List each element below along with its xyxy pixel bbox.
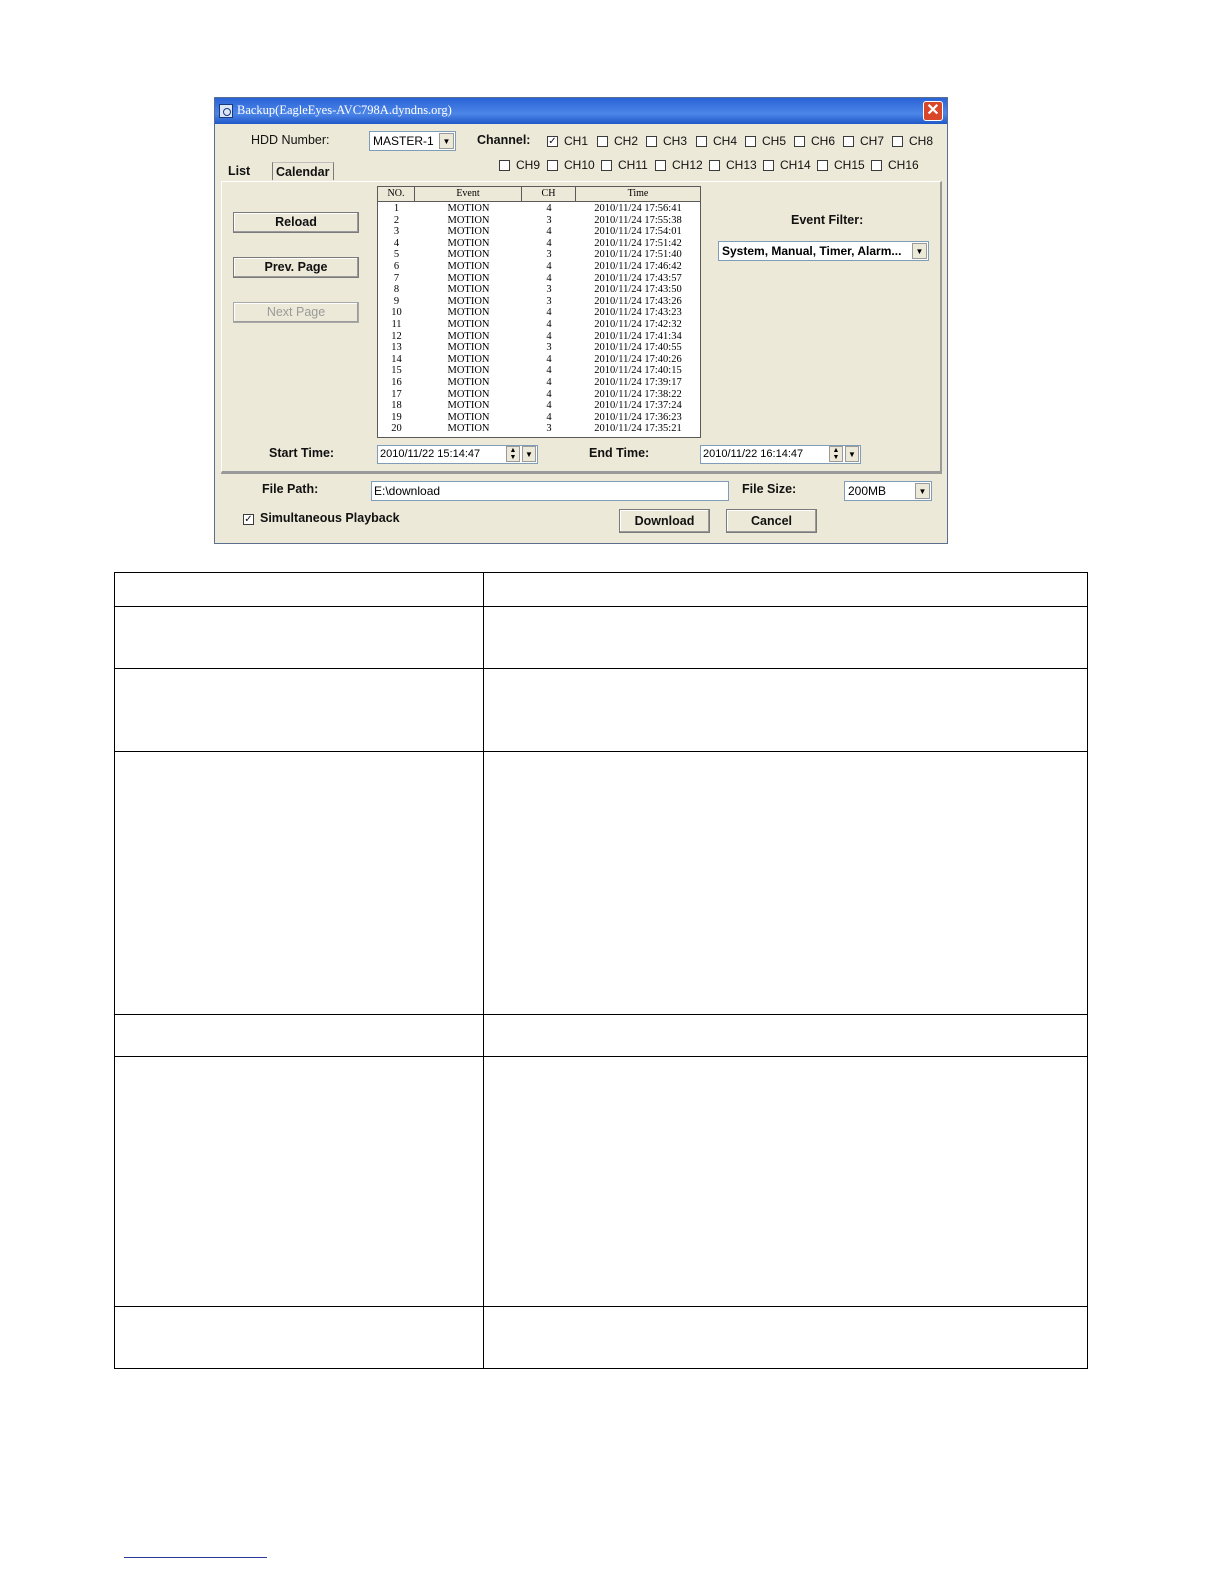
file-size-label: File Size: — [742, 482, 797, 496]
channel-label-ch11: CH11 — [618, 158, 648, 172]
event-cell-time: 2010/11/24 17:43:57 — [594, 272, 682, 284]
channel-checkbox-ch3[interactable] — [646, 136, 657, 147]
event-cell-time: 2010/11/24 17:40:26 — [594, 353, 682, 365]
event-filter-label: Event Filter: — [791, 213, 864, 227]
channel-label: Channel: — [477, 133, 531, 147]
event-cell-no: 15 — [391, 365, 402, 377]
event-cell-no: 7 — [393, 272, 400, 284]
event-cell-no: 11 — [391, 319, 402, 330]
table-row[interactable] — [378, 284, 700, 296]
description-table — [114, 572, 1088, 1369]
channel-checkbox-ch7[interactable] — [843, 136, 854, 147]
start-time-label: Start Time: — [269, 446, 335, 460]
event-cell-event: MOTION — [447, 249, 490, 261]
channel-checkbox-ch10[interactable] — [547, 160, 558, 171]
channel-label-ch10: CH10 — [564, 158, 595, 172]
table-row — [115, 752, 1088, 1014]
event-cell-ch: 3 — [546, 214, 552, 226]
event-cell-ch: 4 — [546, 272, 552, 284]
table-row[interactable] — [378, 249, 700, 261]
channel-label-ch6: CH6 — [811, 134, 836, 148]
event-cell-no: 12 — [391, 330, 402, 342]
file-path-input[interactable] — [371, 481, 729, 501]
event-cell-no: 16 — [391, 377, 402, 388]
event-cell-ch: 3 — [546, 249, 552, 261]
channel-checkbox-ch5[interactable] — [745, 136, 756, 147]
event-cell-ch: 3 — [546, 284, 552, 296]
event-cell-event: MOTION — [447, 261, 490, 272]
event-cell-event: MOTION — [447, 411, 490, 423]
table-cell — [484, 1014, 1088, 1056]
event-cell-no: 20 — [391, 423, 402, 435]
channel-checkbox-ch8[interactable] — [892, 136, 903, 147]
channel-checkbox-ch12[interactable] — [655, 160, 666, 171]
reload-button[interactable]: Reload — [233, 212, 359, 233]
hdd-number-label: HDD Number: — [251, 133, 330, 147]
table-row — [115, 1014, 1088, 1056]
table-cell — [484, 607, 1088, 669]
channel-label-ch3: CH3 — [663, 134, 688, 148]
column-header-ch[interactable]: CH — [522, 187, 576, 202]
table-row[interactable] — [378, 377, 700, 389]
table-cell — [115, 1306, 484, 1368]
event-cell-time: 2010/11/24 17:37:24 — [594, 400, 682, 412]
event-cell-ch: 4 — [546, 411, 552, 423]
channel-label-ch1: CH1 — [564, 134, 589, 148]
event-cell-ch: 4 — [546, 377, 552, 388]
channel-checkbox-ch11[interactable] — [601, 160, 612, 171]
channel-label-ch5: CH5 — [762, 134, 787, 148]
table-row[interactable] — [378, 342, 700, 354]
table-row[interactable] — [378, 215, 700, 227]
event-cell-event: MOTION — [447, 295, 490, 307]
event-cell-event: MOTION — [447, 226, 490, 238]
table-row — [115, 1056, 1088, 1306]
tab-calendar[interactable]: Calendar — [272, 162, 334, 180]
event-cell-ch: 4 — [546, 226, 552, 238]
event-cell-no: 1 — [393, 203, 400, 214]
table-row[interactable] — [378, 365, 700, 377]
backup-dialog — [214, 97, 948, 544]
table-row[interactable] — [378, 273, 700, 285]
tab-list[interactable]: List — [228, 164, 251, 178]
event-cell-no: 14 — [391, 353, 402, 365]
event-cell-no: 17 — [391, 388, 402, 400]
event-cell-time: 2010/11/24 17:46:42 — [594, 261, 682, 272]
channel-checkbox-ch9[interactable] — [499, 160, 510, 171]
channel-checkbox-ch14[interactable] — [763, 160, 774, 171]
table-cell — [484, 752, 1088, 1014]
table-cell — [484, 573, 1088, 607]
channel-label-ch9: CH9 — [516, 158, 541, 172]
event-cell-no: 19 — [391, 411, 402, 423]
column-header-time[interactable]: Time — [576, 187, 700, 202]
next-page-button[interactable]: Next Page — [233, 302, 359, 323]
title-bar[interactable] — [215, 98, 947, 124]
event-cell-no: 6 — [393, 261, 400, 272]
event-cell-no: 8 — [393, 284, 400, 296]
end-time-spin-icon[interactable]: ▲ ▼ — [829, 446, 843, 462]
prev-page-button[interactable]: Prev. Page — [233, 257, 359, 278]
event-cell-no: 9 — [393, 295, 400, 307]
close-icon[interactable]: ✕ — [923, 101, 943, 121]
end-time-value: 2010/11/22 16:14:47 — [703, 448, 804, 460]
file-path-value: E:\download — [374, 484, 441, 498]
channel-label-ch15: CH15 — [834, 158, 865, 172]
app-icon — [219, 104, 233, 118]
channel-label-ch14: CH14 — [780, 158, 811, 172]
event-cell-time: 2010/11/24 17:35:21 — [594, 423, 682, 435]
table-cell — [484, 1306, 1088, 1368]
event-cell-event: MOTION — [447, 272, 490, 284]
table-row — [115, 607, 1088, 669]
event-cell-time: 2010/11/24 17:55:38 — [594, 214, 682, 226]
chevron-down-icon[interactable]: ▼ — [439, 133, 454, 149]
channel-label-ch8: CH8 — [909, 134, 934, 148]
event-cell-time: 2010/11/24 17:38:22 — [594, 388, 682, 400]
table-cell — [484, 1056, 1088, 1306]
event-cell-ch: 4 — [546, 307, 552, 319]
event-cell-time: 2010/11/24 17:39:17 — [594, 377, 682, 388]
end-time-dropdown-icon[interactable]: ▼ — [845, 446, 859, 462]
channel-label-ch2: CH2 — [614, 134, 639, 148]
event-cell-ch: 3 — [546, 295, 552, 307]
event-cell-time: 2010/11/24 17:54:01 — [594, 226, 682, 238]
event-cell-ch: 4 — [546, 353, 552, 365]
event-cell-no: 4 — [393, 237, 400, 249]
channel-label-ch12: CH12 — [672, 158, 703, 172]
table-row[interactable] — [378, 331, 700, 343]
table-row[interactable] — [378, 261, 700, 273]
channel-checkbox-ch1[interactable]: ✓ — [548, 136, 557, 147]
event-cell-time: 2010/11/24 17:43:26 — [594, 295, 682, 307]
table-row[interactable] — [378, 412, 700, 424]
divider — [221, 473, 942, 474]
event-cell-ch: 3 — [546, 342, 552, 354]
event-filter-value: System, Manual, Timer, Alarm... — [722, 244, 902, 258]
channel-label-ch4: CH4 — [713, 134, 738, 148]
event-cell-no: 3 — [393, 226, 400, 238]
channel-checkbox-ch13[interactable] — [709, 160, 720, 171]
hdd-number-select[interactable] — [369, 131, 456, 151]
event-cell-time: 2010/11/24 17:36:23 — [594, 411, 682, 423]
channel-label-ch7: CH7 — [860, 134, 885, 148]
table-row[interactable] — [378, 203, 700, 215]
table-row[interactable] — [378, 354, 700, 366]
file-path-label: File Path: — [262, 482, 319, 496]
event-cell-no: 2 — [393, 214, 400, 226]
table-cell — [115, 752, 484, 1014]
event-cell-ch: 3 — [546, 423, 552, 435]
event-cell-time: 2010/11/24 17:43:23 — [594, 307, 682, 319]
table-cell — [115, 1056, 484, 1306]
table-row[interactable] — [378, 389, 700, 401]
table-row[interactable] — [378, 319, 700, 331]
event-cell-event: MOTION — [447, 330, 490, 342]
event-cell-no: 10 — [391, 307, 402, 319]
table-row[interactable] — [378, 307, 700, 319]
table-row[interactable] — [378, 400, 700, 412]
simultaneous-playback-label: Simultaneous Playback — [260, 511, 400, 525]
event-cell-event: MOTION — [447, 319, 490, 330]
end-time-label: End Time: — [589, 446, 650, 460]
window-title: Backup(EagleEyes-AVC798A.dyndns.org) — [237, 103, 452, 117]
event-cell-event: MOTION — [447, 365, 490, 377]
chevron-down-icon[interactable]: ▼ — [915, 483, 930, 499]
event-cell-time: 2010/11/24 17:42:32 — [594, 319, 682, 330]
event-cell-ch: 4 — [546, 365, 552, 377]
event-cell-ch: 4 — [546, 237, 552, 249]
column-header-event[interactable]: Event — [415, 187, 522, 202]
download-button[interactable]: Download — [619, 509, 710, 533]
channel-checkbox-ch2[interactable] — [597, 136, 608, 147]
event-cell-event: MOTION — [447, 353, 490, 365]
event-cell-ch: 4 — [546, 261, 552, 272]
event-cell-ch: 4 — [546, 203, 552, 214]
event-cell-no: 18 — [391, 400, 402, 412]
table-row[interactable] — [378, 296, 700, 308]
file-size-value: 200MB — [848, 484, 887, 498]
event-cell-time: 2010/11/24 17:51:40 — [594, 249, 682, 261]
hdd-number-value: MASTER-1 — [373, 134, 434, 148]
event-cell-time: 2010/11/24 17:51:42 — [594, 237, 682, 249]
footer-rule — [124, 1557, 267, 1558]
table-row — [115, 1306, 1088, 1368]
event-cell-time: 2010/11/24 17:40:15 — [594, 365, 682, 377]
file-size-select[interactable] — [844, 481, 932, 501]
table-row — [115, 669, 1088, 752]
table-row — [115, 573, 1088, 607]
start-time-dropdown-icon[interactable]: ▼ — [522, 446, 536, 462]
event-cell-time: 2010/11/24 17:43:50 — [594, 284, 682, 296]
chevron-down-icon[interactable]: ▼ — [912, 243, 927, 259]
event-cell-event: MOTION — [447, 203, 490, 214]
table-cell — [115, 1014, 484, 1056]
event-cell-ch: 4 — [546, 319, 552, 330]
cancel-button[interactable]: Cancel — [726, 509, 817, 533]
table-cell — [115, 669, 484, 752]
simultaneous-playback-checkbox[interactable]: ✓ — [244, 514, 253, 525]
event-cell-event: MOTION — [447, 388, 490, 400]
event-list[interactable] — [377, 186, 701, 438]
table-cell — [484, 669, 1088, 752]
event-cell-no: 5 — [393, 249, 400, 261]
table-row[interactable] — [378, 226, 700, 238]
event-filter-select[interactable] — [718, 241, 929, 261]
start-time-value: 2010/11/22 15:14:47 — [380, 448, 481, 460]
channel-checkbox-ch16[interactable] — [871, 160, 882, 171]
table-cell — [115, 607, 484, 669]
event-cell-ch: 4 — [546, 388, 552, 400]
channel-label-ch16: CH16 — [888, 158, 919, 172]
event-cell-time: 2010/11/24 17:40:55 — [594, 342, 682, 354]
event-cell-event: MOTION — [447, 377, 490, 388]
table-row[interactable] — [378, 238, 700, 250]
event-cell-event: MOTION — [447, 237, 490, 249]
event-cell-time: 2010/11/24 17:56:41 — [594, 203, 682, 214]
channel-checkbox-ch6[interactable] — [794, 136, 805, 147]
table-row[interactable] — [378, 423, 700, 435]
channel-label-ch13: CH13 — [726, 158, 757, 172]
event-cell-event: MOTION — [447, 400, 490, 412]
event-cell-ch: 4 — [546, 400, 552, 412]
event-cell-event: MOTION — [447, 342, 490, 354]
event-cell-event: MOTION — [447, 214, 490, 226]
event-cell-event: MOTION — [447, 284, 490, 296]
table-cell — [115, 573, 484, 607]
column-header-no[interactable]: NO. — [378, 187, 415, 202]
event-cell-ch: 4 — [546, 330, 552, 342]
start-time-spin-icon[interactable]: ▲ ▼ — [506, 446, 520, 462]
event-cell-time: 2010/11/24 17:41:34 — [594, 330, 682, 342]
event-cell-event: MOTION — [447, 423, 490, 435]
channel-checkbox-ch4[interactable] — [696, 136, 707, 147]
event-cell-no: 13 — [391, 342, 402, 354]
event-cell-event: MOTION — [447, 307, 490, 319]
channel-checkbox-ch15[interactable] — [817, 160, 828, 171]
